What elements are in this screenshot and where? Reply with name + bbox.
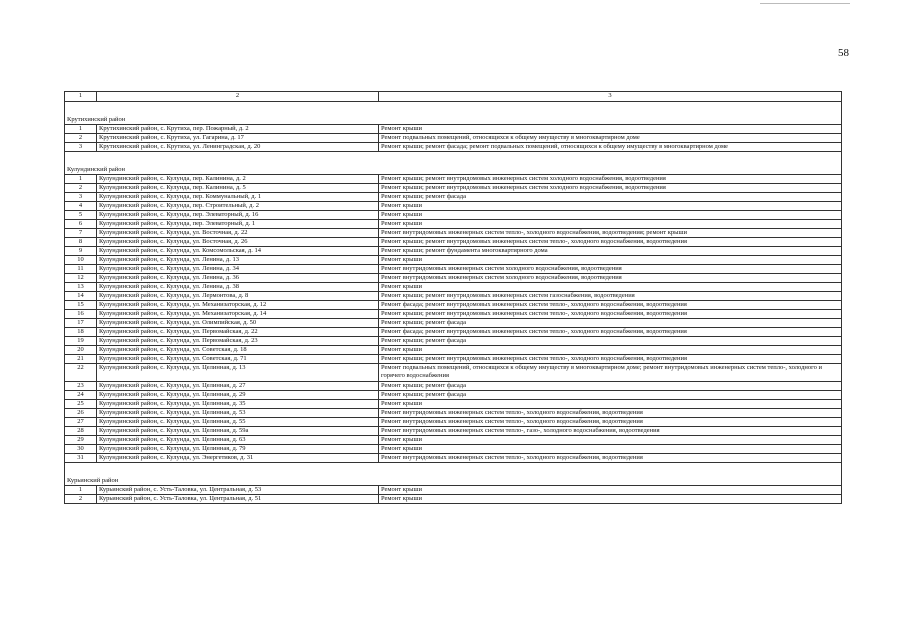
table-header-row bbox=[65, 92, 842, 102]
address-cell: Кулундинский район, с. Кулунда, ул. Олимпийская, д. 50 bbox=[97, 319, 379, 328]
district-section-row bbox=[65, 102, 842, 125]
table-row bbox=[65, 310, 842, 319]
address-cell: Кулундинский район, с. Кулунда, пер. Строительный, д. 2 bbox=[97, 202, 379, 211]
work-type-cell: Ремонт крыши bbox=[379, 202, 842, 211]
address-cell: Кулундинский район, с. Кулунда, ул. Ленина, д. 38 bbox=[97, 283, 379, 292]
row-number: 22 bbox=[65, 364, 97, 382]
table-row bbox=[65, 283, 842, 292]
work-type-cell: Ремонт крыши; ремонт фасада bbox=[379, 382, 842, 391]
table-row bbox=[65, 274, 842, 283]
address-cell: Кулундинский район, с. Кулунда, ул. Механизаторская, д. 14 bbox=[97, 310, 379, 319]
work-type-cell: Ремонт крыши bbox=[379, 346, 842, 355]
table-row bbox=[65, 184, 842, 193]
work-type-cell: Ремонт крыши; ремонт фасада bbox=[379, 193, 842, 202]
work-type-cell: Ремонт крыши; ремонт внутридомовых инженерных систем тепло-, холодного водоснабжения, водоотведения bbox=[379, 310, 842, 319]
table-row bbox=[65, 256, 842, 265]
work-type-cell: Ремонт крыши; ремонт внутридомовых инженерных систем холодного водоснабжения, водоотведения bbox=[379, 175, 842, 184]
address-cell: Кулундинский район, с. Кулунда, ул. Целинная, д. 55 bbox=[97, 418, 379, 427]
table-row bbox=[65, 382, 842, 391]
row-number: 11 bbox=[65, 265, 97, 274]
row-number: 21 bbox=[65, 355, 97, 364]
address-cell: Крутихинский район, с. Крутиха, ул. Ленинградская, д. 20 bbox=[97, 143, 379, 152]
table-row bbox=[65, 134, 842, 143]
district-title: Крутихинский район bbox=[65, 102, 842, 125]
row-number: 26 bbox=[65, 409, 97, 418]
address-cell: Кулундинский район, с. Кулунда, ул. Первомайская, д. 23 bbox=[97, 337, 379, 346]
address-cell: Кулундинский район, с. Кулунда, пер. Элеваторный, д. 1 bbox=[97, 220, 379, 229]
work-type-cell: Ремонт подвальных помещений, относящихся к общему имуществу в многоквартирном доме bbox=[379, 134, 842, 143]
row-number: 7 bbox=[65, 229, 97, 238]
row-number: 9 bbox=[65, 247, 97, 256]
work-type-cell: Ремонт крыши bbox=[379, 436, 842, 445]
row-number: 20 bbox=[65, 346, 97, 355]
row-number: 29 bbox=[65, 436, 97, 445]
address-cell: Кулундинский район, с. Кулунда, ул. Первомайская, д. 22 bbox=[97, 328, 379, 337]
work-type-cell: Ремонт крыши bbox=[379, 256, 842, 265]
work-type-cell: Ремонт подвальных помещений, относящихся к общему имуществу в многоквартирном доме; ремонт внутридомовых инженерных систем тепло-, холодного и горячего водоснабжения bbox=[379, 364, 842, 382]
work-type-cell: Ремонт внутридомовых инженерных систем холодного водоснабжения, водоотведения bbox=[379, 265, 842, 274]
work-type-cell: Ремонт крыши; ремонт внутридомовых инженерных систем тепло-, холодного водоснабжения, водоотведения bbox=[379, 238, 842, 247]
table-row bbox=[65, 175, 842, 184]
repair-table-body bbox=[65, 92, 842, 504]
address-cell: Кулундинский район, с. Кулунда, пер. Коммунальный, д. 1 bbox=[97, 193, 379, 202]
work-type-cell: Ремонт крыши bbox=[379, 486, 842, 495]
address-cell: Курьинский район, с. Усть-Таловка, ул. Центральная, д. 51 bbox=[97, 495, 379, 504]
table-row bbox=[65, 211, 842, 220]
table-row bbox=[65, 125, 842, 134]
work-type-cell: Ремонт крыши; ремонт фасада bbox=[379, 337, 842, 346]
table-row bbox=[65, 391, 842, 400]
top-scan-rule bbox=[760, 3, 850, 4]
table-row bbox=[65, 247, 842, 256]
work-type-cell: Ремонт крыши; ремонт фасада bbox=[379, 319, 842, 328]
address-cell: Кулундинский район, с. Кулунда, ул. Комсомольская, д. 14 bbox=[97, 247, 379, 256]
work-type-cell: Ремонт внутридомовых инженерных систем тепло-, холодного водоснабжения, водоотведения bbox=[379, 409, 842, 418]
work-type-cell: Ремонт крыши; ремонт внутридомовых инженерных систем газоснабжения, водоотведения bbox=[379, 292, 842, 301]
table-row bbox=[65, 328, 842, 337]
table-row bbox=[65, 495, 842, 504]
work-type-cell: Ремонт внутридомовых инженерных систем тепло-, холодного водоснабжения, водоотведения bbox=[379, 454, 842, 463]
row-number: 1 bbox=[65, 486, 97, 495]
address-cell: Кулундинский район, с. Кулунда, ул. Целинная, д. 63 bbox=[97, 436, 379, 445]
address-cell: Кулундинский район, с. Кулунда, ул. Механизаторская, д. 12 bbox=[97, 301, 379, 310]
table-row bbox=[65, 319, 842, 328]
work-type-cell: Ремонт крыши bbox=[379, 220, 842, 229]
table-row bbox=[65, 265, 842, 274]
row-number: 18 bbox=[65, 328, 97, 337]
table-row bbox=[65, 229, 842, 238]
work-type-cell: Ремонт крыши; ремонт внутридомовых инженерных систем холодного водоснабжения, водоотведения bbox=[379, 184, 842, 193]
district-title: Кулундинский район bbox=[65, 152, 842, 175]
table-row bbox=[65, 346, 842, 355]
row-number: 24 bbox=[65, 391, 97, 400]
district-title: Курьинский район bbox=[65, 463, 842, 486]
row-number: 30 bbox=[65, 445, 97, 454]
work-type-cell: Ремонт крыши bbox=[379, 495, 842, 504]
address-cell: Курьинский район, с. Усть-Таловка, ул. Центральная, д. 53 bbox=[97, 486, 379, 495]
district-section-row bbox=[65, 152, 842, 175]
address-cell: Кулундинский район, с. Кулунда, ул. Целинная, д. 27 bbox=[97, 382, 379, 391]
work-type-cell: Ремонт внутридомовых инженерных систем тепло-, газо-, холодного водоснабжения, водоотведения bbox=[379, 427, 842, 436]
table-row bbox=[65, 486, 842, 495]
table-row bbox=[65, 220, 842, 229]
address-cell: Кулундинский район, с. Кулунда, ул. Лермонтова, д. 8 bbox=[97, 292, 379, 301]
row-number: 23 bbox=[65, 382, 97, 391]
row-number: 6 bbox=[65, 220, 97, 229]
table-row bbox=[65, 364, 842, 382]
work-type-cell: Ремонт крыши; ремонт фасада bbox=[379, 391, 842, 400]
address-cell: Кулундинский район, с. Кулунда, ул. Целинная, д. 29 bbox=[97, 391, 379, 400]
work-type-cell: Ремонт крыши bbox=[379, 400, 842, 409]
work-type-cell: Ремонт фасада; ремонт внутридомовых инженерных систем тепло-, холодного водоснабжения, водоотведения bbox=[379, 301, 842, 310]
table-row bbox=[65, 427, 842, 436]
header-col-3: 3 bbox=[379, 92, 842, 102]
address-cell: Крутихинский район, с. Крутиха, ул. Гагарина, д. 17 bbox=[97, 134, 379, 143]
work-type-cell: Ремонт крыши bbox=[379, 445, 842, 454]
table-row bbox=[65, 238, 842, 247]
address-cell: Кулундинский район, с. Кулунда, ул. Целинная, д. 59а bbox=[97, 427, 379, 436]
table-row bbox=[65, 301, 842, 310]
row-number: 27 bbox=[65, 418, 97, 427]
table-row bbox=[65, 292, 842, 301]
work-type-cell: Ремонт внутридомовых инженерных систем тепло-, холодного водоснабжения, водоотведения; ремонт крыши bbox=[379, 229, 842, 238]
address-cell: Кулундинский район, с. Кулунда, ул. Ленина, д. 13 bbox=[97, 256, 379, 265]
address-cell: Кулундинский район, с. Кулунда, ул. Ленина, д. 34 bbox=[97, 265, 379, 274]
row-number: 5 bbox=[65, 211, 97, 220]
row-number: 16 bbox=[65, 310, 97, 319]
address-cell: Кулундинский район, с. Кулунда, пер. Калинина, д. 2 bbox=[97, 175, 379, 184]
work-type-cell: Ремонт внутридомовых инженерных систем тепло-, холодного водоснабжения, водоотведения bbox=[379, 418, 842, 427]
address-cell: Кулундинский район, с. Кулунда, ул. Восточная, д. 22 bbox=[97, 229, 379, 238]
address-cell: Кулундинский район, с. Кулунда, ул. Энергетиков, д. 31 bbox=[97, 454, 379, 463]
work-type-cell: Ремонт крыши; ремонт внутридомовых инженерных систем тепло-, холодного водоснабжения, водоотведения bbox=[379, 355, 842, 364]
row-number: 2 bbox=[65, 184, 97, 193]
table-row bbox=[65, 355, 842, 364]
work-type-cell: Ремонт крыши; ремонт фундамента многоквартирного дома bbox=[379, 247, 842, 256]
district-section-row bbox=[65, 463, 842, 486]
row-number: 3 bbox=[65, 143, 97, 152]
table-row bbox=[65, 202, 842, 211]
row-number: 13 bbox=[65, 283, 97, 292]
row-number: 15 bbox=[65, 301, 97, 310]
header-col-2: 2 bbox=[97, 92, 379, 102]
work-type-cell: Ремонт крыши bbox=[379, 283, 842, 292]
row-number: 1 bbox=[65, 175, 97, 184]
row-number: 19 bbox=[65, 337, 97, 346]
table-row bbox=[65, 400, 842, 409]
row-number: 25 bbox=[65, 400, 97, 409]
address-cell: Кулундинский район, с. Кулунда, ул. Советская, д. 71 bbox=[97, 355, 379, 364]
address-cell: Кулундинский район, с. Кулунда, ул. Восточная, д. 26 bbox=[97, 238, 379, 247]
table-row bbox=[65, 418, 842, 427]
row-number: 31 bbox=[65, 454, 97, 463]
work-type-cell: Ремонт крыши bbox=[379, 211, 842, 220]
work-type-cell: Ремонт внутридомовых инженерных систем холодного водоснабжения, водоотведения bbox=[379, 274, 842, 283]
row-number: 2 bbox=[65, 134, 97, 143]
address-cell: Кулундинский район, с. Кулунда, ул. Целинная, д. 53 bbox=[97, 409, 379, 418]
header-col-1: 1 bbox=[65, 92, 97, 102]
address-cell: Кулундинский район, с. Кулунда, ул. Целинная, д. 35 bbox=[97, 400, 379, 409]
table-row bbox=[65, 409, 842, 418]
row-number: 2 bbox=[65, 495, 97, 504]
row-number: 8 bbox=[65, 238, 97, 247]
address-cell: Кулундинский район, с. Кулунда, пер. Калинина, д. 5 bbox=[97, 184, 379, 193]
work-type-cell: Ремонт крыши; ремонт фасада; ремонт подвальных помещений, относящихся к общему имуществу в многоквартирном доме bbox=[379, 143, 842, 152]
table-row bbox=[65, 436, 842, 445]
address-cell: Кулундинский район, с. Кулунда, ул. Целинная, д. 79 bbox=[97, 445, 379, 454]
page-number: 58 bbox=[838, 47, 849, 59]
row-number: 3 bbox=[65, 193, 97, 202]
row-number: 28 bbox=[65, 427, 97, 436]
row-number: 14 bbox=[65, 292, 97, 301]
address-cell: Кулундинский район, с. Кулунда, ул. Ленина, д. 36 bbox=[97, 274, 379, 283]
row-number: 10 bbox=[65, 256, 97, 265]
work-type-cell: Ремонт крыши bbox=[379, 125, 842, 134]
address-cell: Кулундинский район, с. Кулунда, ул. Советская, д. 18 bbox=[97, 346, 379, 355]
repair-table bbox=[64, 91, 842, 504]
table-row bbox=[65, 454, 842, 463]
table-row bbox=[65, 143, 842, 152]
table-row bbox=[65, 193, 842, 202]
address-cell: Кулундинский район, с. Кулунда, ул. Целинная, д. 13 bbox=[97, 364, 379, 382]
address-cell: Кулундинский район, с. Кулунда, пер. Элеваторный, д. 16 bbox=[97, 211, 379, 220]
table-row bbox=[65, 445, 842, 454]
row-number: 1 bbox=[65, 125, 97, 134]
table-row bbox=[65, 337, 842, 346]
row-number: 4 bbox=[65, 202, 97, 211]
work-type-cell: Ремонт фасада; ремонт внутридомовых инженерных систем тепло-, холодного водоснабжения, водоотведения bbox=[379, 328, 842, 337]
address-cell: Крутихинский район, с. Крутиха, пер. Пожарный, д. 2 bbox=[97, 125, 379, 134]
row-number: 12 bbox=[65, 274, 97, 283]
row-number: 17 bbox=[65, 319, 97, 328]
